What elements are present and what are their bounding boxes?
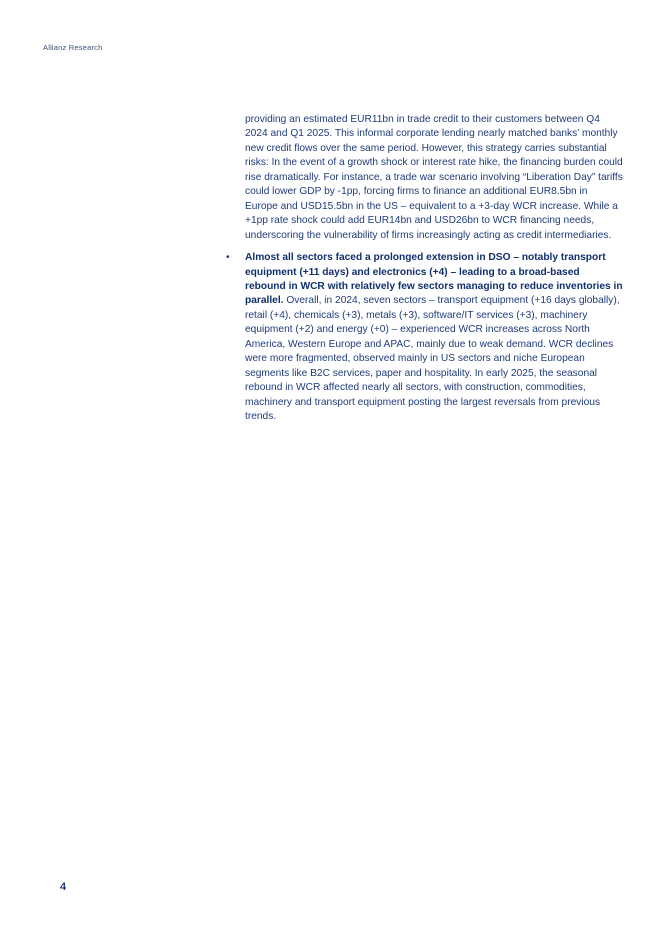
bullet-body-text: Overall, in 2024, seven sectors – transport equipment (+16 days globally), retail (+4), chemicals (+3), metals (+3), software/IT services (+3), machinery equipment (+2) and energy (+0) – experienced WCR increases across North America, Western Europe and APAC, mainly due to weak demand. WCR declines were more fragmented, observed mainly in US sectors and niche European segments like B2C services, paper and hospitality. In early 2025, the seasonal rebound in WCR affected nearly all sectors, with construction, commodities, machinery and transport equipment posting the largest reversals from previous trends. [245,295,620,423]
page-number: 4 [60,881,67,893]
bullet-list-item [226,251,623,424]
bullet-bold-lead: Almost all sectors faced a prolonged extension in DSO – notably transport equipment (+11 days) and electronics (+4) – leading to a broad-based rebound in WCR with relatively few sectors managing to reduce inventories in parallel. [245,252,623,307]
main-content [226,113,623,425]
bullet-marker: • [226,252,230,264]
running-header: Allianz Research [43,43,103,52]
continuation-paragraph: providing an estimated EUR11bn in trade credit to their customers between Q4 2024 and Q1 2025. This informal corporate lending nearly matched banks’ monthly new credit flows over the same period. However, this strategy carries substantial risks: In the event of a growth shock or interest rate hike, the financing burden could rise dramatically. For instance, a trade war scenario involving “Liberation Day” tariffs could lower GDP by -1pp, forcing firms to finance an additional EUR8.5bn in Europe and USD15.5bn in the US – equivalent to a +3-day WCR increase. While a +1pp rate shock could add EUR14bn and USD26bn to WCR financing needs, underscoring the vulnerability of firms increasingly acting as credit intermediaries. [245,114,623,241]
bullet-paragraph [245,251,623,424]
